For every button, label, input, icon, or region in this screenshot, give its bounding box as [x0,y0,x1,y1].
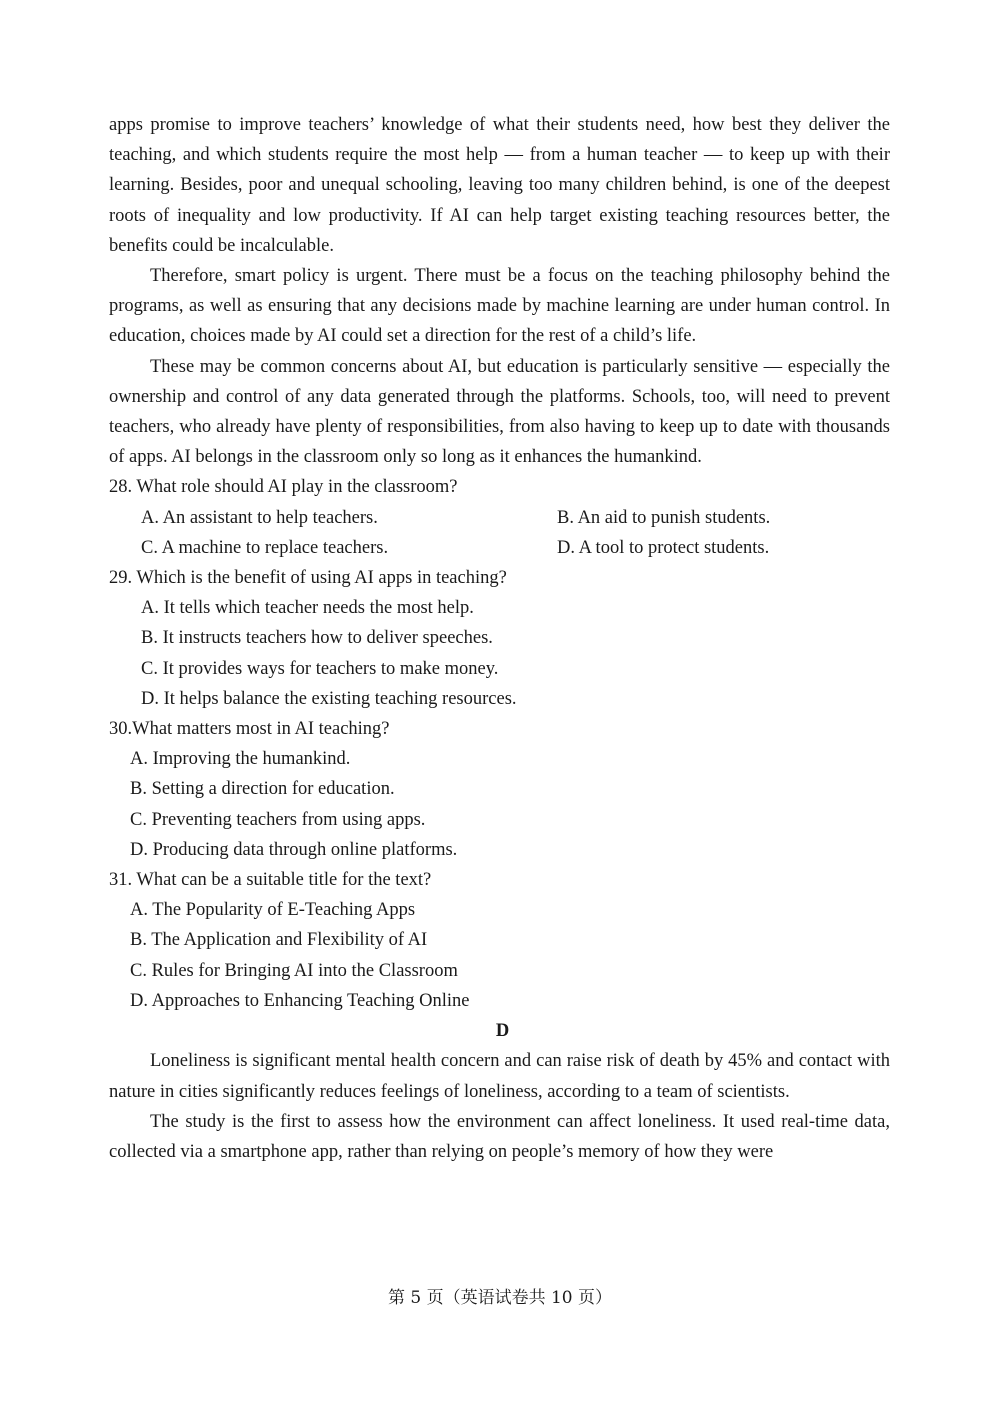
question-28-stem: 28. What role should AI play in the classroom? [109,477,458,498]
question-30 [109,714,890,865]
question-31-option-c: C. Rules for Bringing AI into the Classroom [130,960,458,981]
question-31-option-b: B. The Application and Flexibility of AI [130,930,428,951]
passage-c-paragraph-2: Therefore, smart policy is urgent. There must be a focus on the teaching philosophy behind the programs, as well as ensuring that any decisions made by machine learning are under human control. In education, choices made by AI could set a direction for the rest of a child’s life. [109,266,890,347]
question-28-option-b: B. An aid to punish students. [557,507,771,528]
question-28 [109,472,890,563]
question-29-options [109,593,890,714]
passage-d-paragraph-2: The study is the first to assess how the environment can affect loneliness. It used real-time data, collected via a smartphone app, rather than relying on people’s memory of how they were [109,1111,890,1162]
passage-c-paragraph-1: apps promise to improve teachers’ knowledge of what their students need, how best they deliver the teaching, and which students require the most help — from a human teacher — to keep up with their learning. Besides, poor and unequal schooling, leaving too many children behind, is one of the deepest roots of inequality and low productivity. If AI can help target existing teaching resources better, the benefits could be incalculable. [109,115,890,256]
question-28-option-d: D. A tool to protect students. [557,537,770,558]
question-28-option-a: A. An assistant to help teachers. [141,507,378,528]
passage-d-paragraph-1: Loneliness is significant mental health concern and can raise risk of death by 45% and contact with nature in cities significantly reduces feelings of loneliness, according to a team of scientists. [109,1051,890,1102]
question-31-option-d: D. Approaches to Enhancing Teaching Online [130,990,470,1011]
question-29-option-b: B. It instructs teachers how to deliver speeches. [141,628,493,649]
question-29-stem: 29. Which is the benefit of using AI apps in teaching? [109,568,507,589]
question-31-option-a: A. The Popularity of E-Teaching Apps [130,900,416,921]
question-30-stem: 30.What matters most in AI teaching? [109,719,390,740]
question-30-options [109,744,890,865]
question-30-option-c: C. Preventing teachers from using apps. [130,809,426,830]
question-28-options [109,503,890,563]
question-31-options [109,895,890,1016]
passage-c-paragraph-3: These may be common concerns about AI, but education is particularly sensitive — especially the ownership and control of any data generated through the platforms. Schools, too, will need to prevent teachers, who already have plenty of responsibilities, from also having to keep up to date with thousands of apps. AI belongs in the classroom only so long as it enhances the humankind. [109,356,890,468]
question-30-option-d: D. Producing data through online platforms. [130,839,458,860]
question-29 [109,563,890,714]
question-30-option-a: A. Improving the humankind. [130,749,351,770]
question-28-option-c: C. A machine to replace teachers. [141,537,389,558]
page-content [109,110,890,1167]
section-d-heading: D [495,1021,510,1042]
question-29-option-c: C. It provides ways for teachers to make money. [141,658,499,679]
question-31-stem: 31. What can be a suitable title for the text? [109,870,432,891]
page-footer: 第 5 页（英语试卷共 10 页） [387,1288,613,1308]
question-31 [109,865,890,1016]
question-30-option-b: B. Setting a direction for education. [130,779,395,800]
question-29-option-d: D. It helps balance the existing teaching resources. [141,688,517,709]
question-29-option-a: A. It tells which teacher needs the most help. [141,598,474,619]
